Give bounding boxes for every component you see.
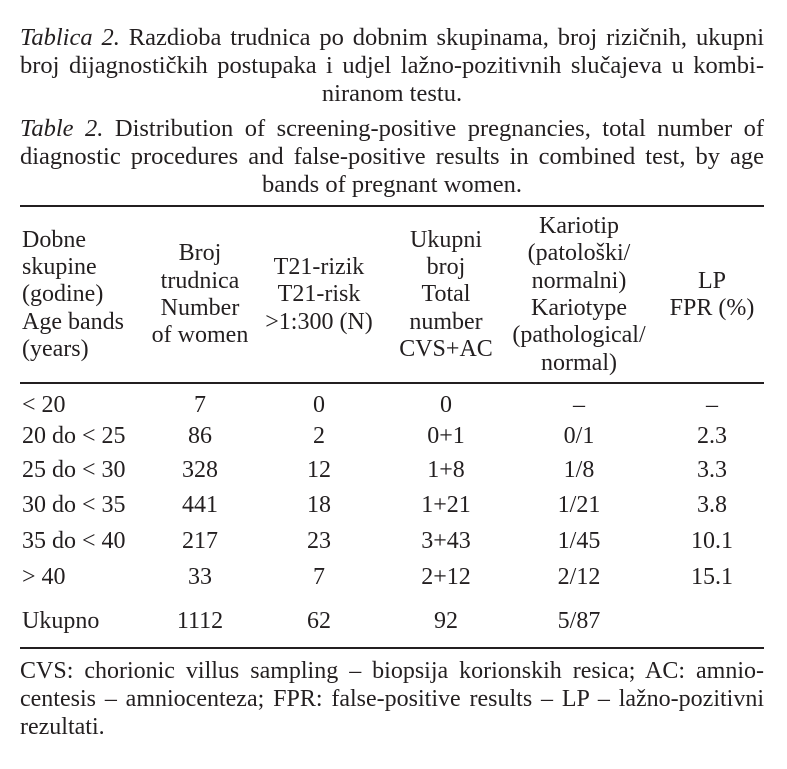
- header-line: normal): [541, 349, 617, 376]
- cell-fpr: 3.8: [697, 492, 727, 518]
- cell-fpr: 10.1: [691, 528, 733, 554]
- cell-women: 217: [182, 528, 218, 554]
- header-line: >1:300 (N): [265, 308, 373, 335]
- header-number-of-women: [145, 225, 255, 365]
- header-line: (years): [22, 335, 89, 362]
- cell-women: 7: [194, 392, 206, 418]
- header-line: Broj: [178, 240, 222, 267]
- table-footnote: CVS: chorionic villus sampling – biopsija korionskih resica; AC: amniocentesis – amniocenteza; FPR: false-positive results – LP – lažno-pozitivni rezultati.: [20, 658, 764, 740]
- cell-karyotype: 5/87: [557, 608, 601, 634]
- cell-women: 86: [188, 423, 212, 449]
- cell-karyotype: 1/21: [557, 492, 601, 518]
- header-line: T21-risk: [277, 281, 361, 308]
- header-line: Kariotip: [539, 213, 619, 240]
- cell-t21: 62: [307, 608, 331, 634]
- cell-total: 0: [440, 392, 452, 418]
- cell-karyotype: 1/8: [563, 457, 595, 483]
- cell-age: Ukupno: [22, 608, 100, 634]
- header-line: of women: [151, 322, 249, 349]
- header-line: Total: [421, 281, 471, 308]
- cell-karyotype: –: [573, 392, 585, 418]
- table-row: [0, 490, 787, 520]
- cell-total: 2+12: [421, 564, 471, 590]
- caption-text-croatian: Razdioba trudnica po dobnim skupinama, broj rizičnih, ukupni broj dijagnostičkih postupaka i udjel lažno-pozitivnih slučajeva u kombiniranom testu.: [20, 24, 764, 107]
- cell-women: 441: [182, 492, 218, 518]
- cell-age: 20 do < 25: [22, 423, 126, 449]
- cell-karyotype: 1/45: [557, 528, 601, 554]
- cell-age: 35 do < 40: [22, 528, 126, 554]
- header-line: Dobne: [22, 226, 86, 253]
- header-line: Kariotype: [531, 295, 627, 321]
- cell-karyotype: 2/12: [557, 564, 601, 590]
- caption-label-croatian: Tablica 2.: [20, 24, 120, 51]
- cell-total: 1+21: [421, 492, 471, 518]
- table-row: [0, 562, 787, 592]
- cell-age: < 20: [22, 392, 66, 418]
- cell-t21: 7: [313, 564, 325, 590]
- table-top-rule: [20, 205, 764, 207]
- cell-karyotype: 0/1: [563, 423, 595, 449]
- cell-women: 328: [182, 457, 218, 483]
- cell-age: 30 do < 35: [22, 492, 126, 518]
- cell-total: 92: [434, 608, 458, 634]
- header-line: T21-rizik: [273, 254, 365, 281]
- header-line: FPR (%): [669, 295, 755, 321]
- table-row: [0, 421, 787, 451]
- header-line: Number: [160, 295, 240, 321]
- cell-women: 33: [188, 564, 212, 590]
- cell-fpr: –: [706, 392, 718, 418]
- cell-total: 0+1: [427, 423, 465, 449]
- table-total-row: [0, 606, 787, 636]
- header-line: (pathological/: [512, 322, 646, 349]
- header-line: Age bands: [22, 308, 124, 335]
- cell-fpr: 2.3: [697, 423, 727, 449]
- header-total-procedures: [390, 225, 502, 365]
- header-line: broj: [426, 254, 466, 281]
- table-caption-english: [20, 115, 764, 199]
- caption-text-english: Distribution of screening-positive pregnancies, total number of diagnostic procedures and false-positive results in combined test, by age bands of pregnant women.: [20, 115, 765, 198]
- table-row: [0, 526, 787, 556]
- header-fpr: [660, 225, 764, 365]
- header-line: normalni): [531, 267, 627, 294]
- header-line: (patološki/: [527, 240, 631, 267]
- table-header-rule: [20, 382, 764, 384]
- cell-age: > 40: [22, 564, 66, 590]
- cell-total: 1+8: [427, 457, 465, 483]
- cell-t21: 0: [313, 392, 325, 418]
- table-bottom-rule: [20, 647, 764, 649]
- cell-fpr: 15.1: [691, 564, 733, 590]
- cell-age: 25 do < 30: [22, 457, 126, 483]
- table-row: [0, 455, 787, 485]
- header-karyotype: [504, 214, 654, 376]
- cell-women: 1112: [176, 608, 224, 634]
- cell-t21: 12: [307, 457, 331, 483]
- caption-label-english: Table 2.: [20, 115, 104, 142]
- header-line: (godine): [22, 281, 104, 308]
- table-row: [0, 390, 787, 420]
- header-t21-risk: [258, 225, 380, 365]
- cell-fpr: 3.3: [697, 457, 727, 483]
- header-line: Ukupni: [410, 226, 482, 253]
- header-line: trudnica: [160, 267, 240, 294]
- table-caption-croatian: [20, 24, 764, 108]
- header-age-bands: [22, 225, 124, 365]
- header-line: LP: [697, 267, 726, 294]
- header-line: number: [409, 308, 483, 335]
- cell-total: 3+43: [421, 528, 471, 554]
- cell-t21: 23: [307, 528, 331, 554]
- cell-t21: 2: [313, 423, 325, 449]
- cell-t21: 18: [307, 492, 331, 518]
- header-line: CVS+AC: [399, 335, 493, 362]
- header-line: skupine: [22, 254, 97, 281]
